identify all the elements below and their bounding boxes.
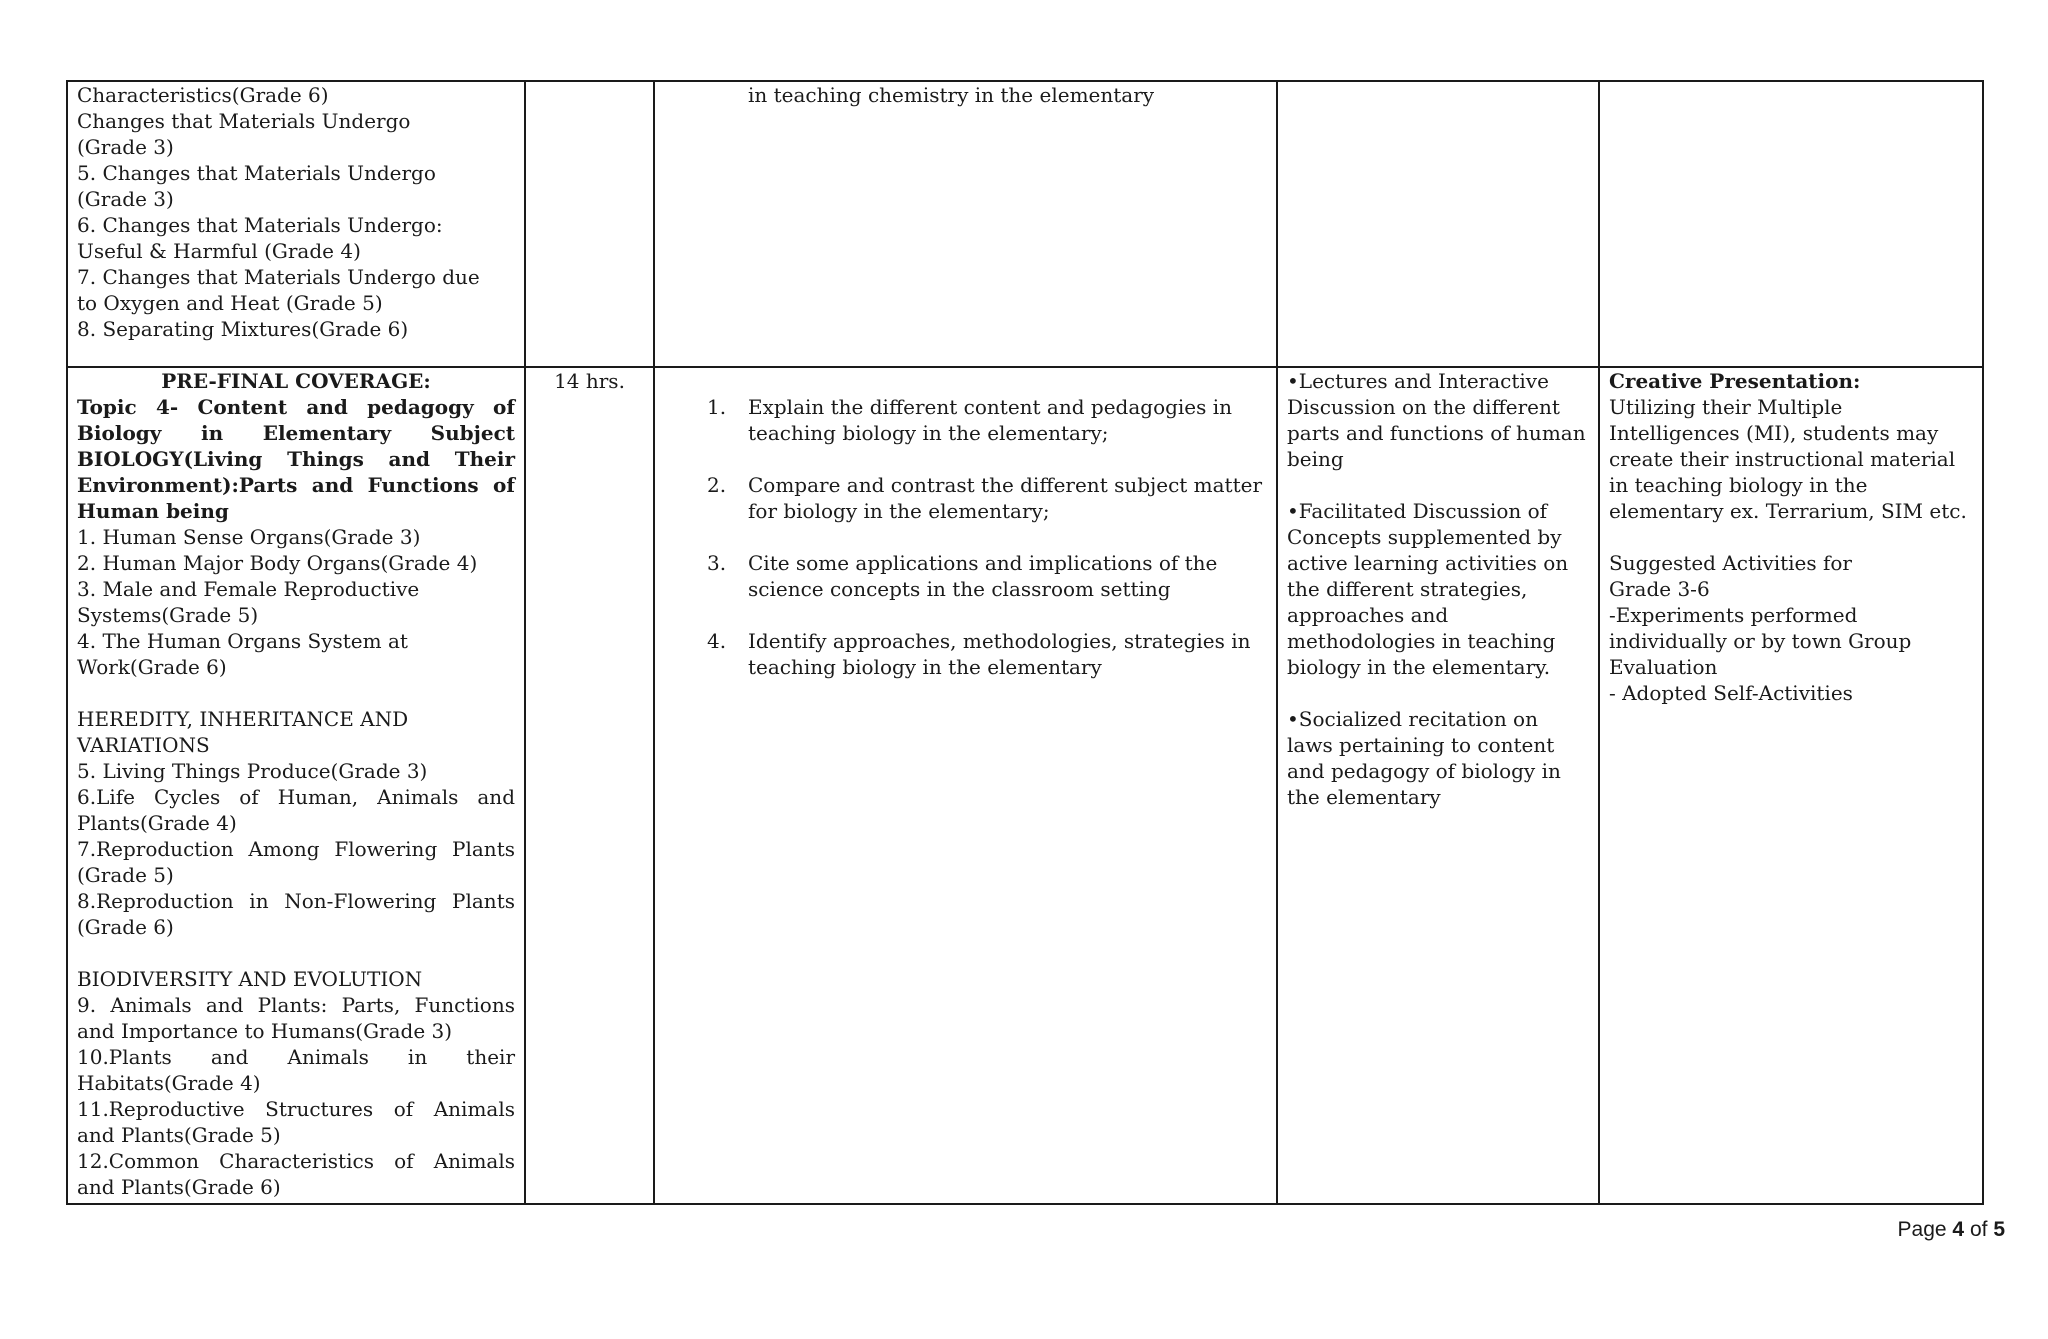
topic-item: 9. Animals and Plants: Parts, Functions and Importance to Humans(Grade 3) [77, 993, 515, 1043]
objective-text: Cite some applications and implications of the science concepts in the classroom setting [748, 551, 1218, 601]
list-item [664, 550, 1267, 602]
topic-item: 12.Common Characteristics of Animals and Plants(Grade 6) [77, 1149, 515, 1199]
topic-line: Useful & Harmful (Grade 4) [77, 239, 361, 263]
of-word: of [1969, 1218, 1988, 1241]
objectives-list [664, 394, 1267, 680]
assessment-cell [1599, 81, 1983, 367]
topics-cell [67, 81, 525, 367]
table-row [67, 81, 1983, 367]
objective-number: 4. [707, 629, 727, 653]
page-current: 4 [1952, 1218, 1965, 1241]
objective-number: 2. [707, 473, 727, 497]
objective-number: 3. [707, 551, 727, 575]
section-heading-biodiversity: BIODIVERSITY AND EVOLUTION [77, 967, 423, 991]
topic-item: 11.Reproductive Structures of Animals and Plants(Grade 5) [77, 1097, 515, 1147]
activity-item: •Facilitated Discussion of Concepts supplemented by active learning activities on the different strategies, approaches and methodologies in teaching biology in the elementary. [1287, 499, 1569, 679]
objective-text: Explain the different content and pedagogies in teaching biology in the elementary; [748, 395, 1233, 445]
topic-item: 2. Human Major Body Organs(Grade 4) [77, 551, 478, 575]
topic-line: 8. Separating Mixtures(Grade 6) [77, 317, 409, 341]
coverage-heading: PRE-FINAL COVERAGE: [161, 369, 431, 393]
topics-cell [67, 367, 525, 1204]
topic-line: 7. Changes that Materials Undergo due [77, 265, 480, 289]
activity-item: •Socialized recitation on laws pertaining to content and pedagogy of biology in the elementary [1287, 707, 1561, 809]
topic-line: Changes that Materials Undergo [77, 109, 411, 133]
objectives-cell [654, 81, 1277, 367]
topic-line: 5. Changes that Materials Undergo [77, 161, 436, 185]
topic-line: to Oxygen and Heat (Grade 5) [77, 291, 383, 315]
suggested-item: -Experiments performed individually or by town Group Evaluation [1609, 603, 1912, 679]
course-plan-table [66, 80, 1984, 1205]
suggested-heading: Suggested Activities for [1609, 551, 1852, 575]
page-total: 5 [1993, 1218, 2005, 1241]
objective-text: Identify approaches, methodologies, strategies in teaching biology in the elementary [748, 629, 1251, 679]
hours-cell [525, 81, 654, 367]
topic-line: (Grade 3) [77, 187, 174, 211]
page-number [1898, 1218, 2005, 1242]
activity-item: •Lectures and Interactive Discussion on the different parts and functions of human being [1287, 369, 1586, 471]
topic-item: 5. Living Things Produce(Grade 3) [77, 759, 428, 783]
topic-heading: Topic 4- Content and pedagogy of Biology in Elementary Subject BIOLOGY(Living Things and Their Environment):Parts and Functions of Human being [77, 395, 515, 523]
page-word: Page [1897, 1218, 1947, 1241]
assessment-cell [1599, 367, 1983, 1204]
objective-text: Compare and contrast the different subject matter for biology in the elementary; [748, 473, 1263, 523]
topic-line: (Grade 3) [77, 135, 174, 159]
hours-cell [525, 367, 654, 1204]
hours-value: 14 hrs. [554, 369, 625, 393]
activities-cell [1277, 367, 1599, 1204]
topic-item: 6.Life Cycles of Human, Animals and Plants(Grade 4) [77, 785, 515, 835]
objective-continuation: in teaching chemistry in the elementary [748, 83, 1155, 107]
list-item [664, 472, 1267, 524]
topic-line: Characteristics(Grade 6) [77, 83, 329, 107]
topic-item: 10.Plants and Animals in their Habitats(Grade 4) [77, 1045, 515, 1095]
suggested-heading: Grade 3-6 [1609, 577, 1710, 601]
activities-cell [1277, 81, 1599, 367]
topic-item: 1. Human Sense Organs(Grade 3) [77, 525, 421, 549]
objectives-cell [654, 367, 1277, 1204]
topic-item: 4. The Human Organs System at Work(Grade 6) [77, 629, 408, 679]
topic-item: 8.Reproduction in Non-Flowering Plants (Grade 6) [77, 889, 515, 939]
list-item [664, 628, 1267, 680]
objective-number: 1. [707, 395, 727, 419]
assessment-heading: Creative Presentation: [1609, 369, 1861, 393]
section-heading-heredity: HEREDITY, INHERITANCE AND VARIATIONS [77, 707, 409, 757]
assessment-text: Utilizing their Multiple Intelligences (MI), students may create their instructional material in teaching biology in the elementary ex. Terrarium, SIM etc. [1609, 395, 1967, 523]
list-item [664, 394, 1267, 446]
topic-item: 3. Male and Female Reproductive Systems(Grade 5) [77, 577, 420, 627]
topic-item: 7.Reproduction Among Flowering Plants (Grade 5) [77, 837, 515, 887]
table-row [67, 367, 1983, 1204]
suggested-item: - Adopted Self-Activities [1609, 681, 1853, 705]
topic-line: 6. Changes that Materials Undergo: [77, 213, 443, 237]
